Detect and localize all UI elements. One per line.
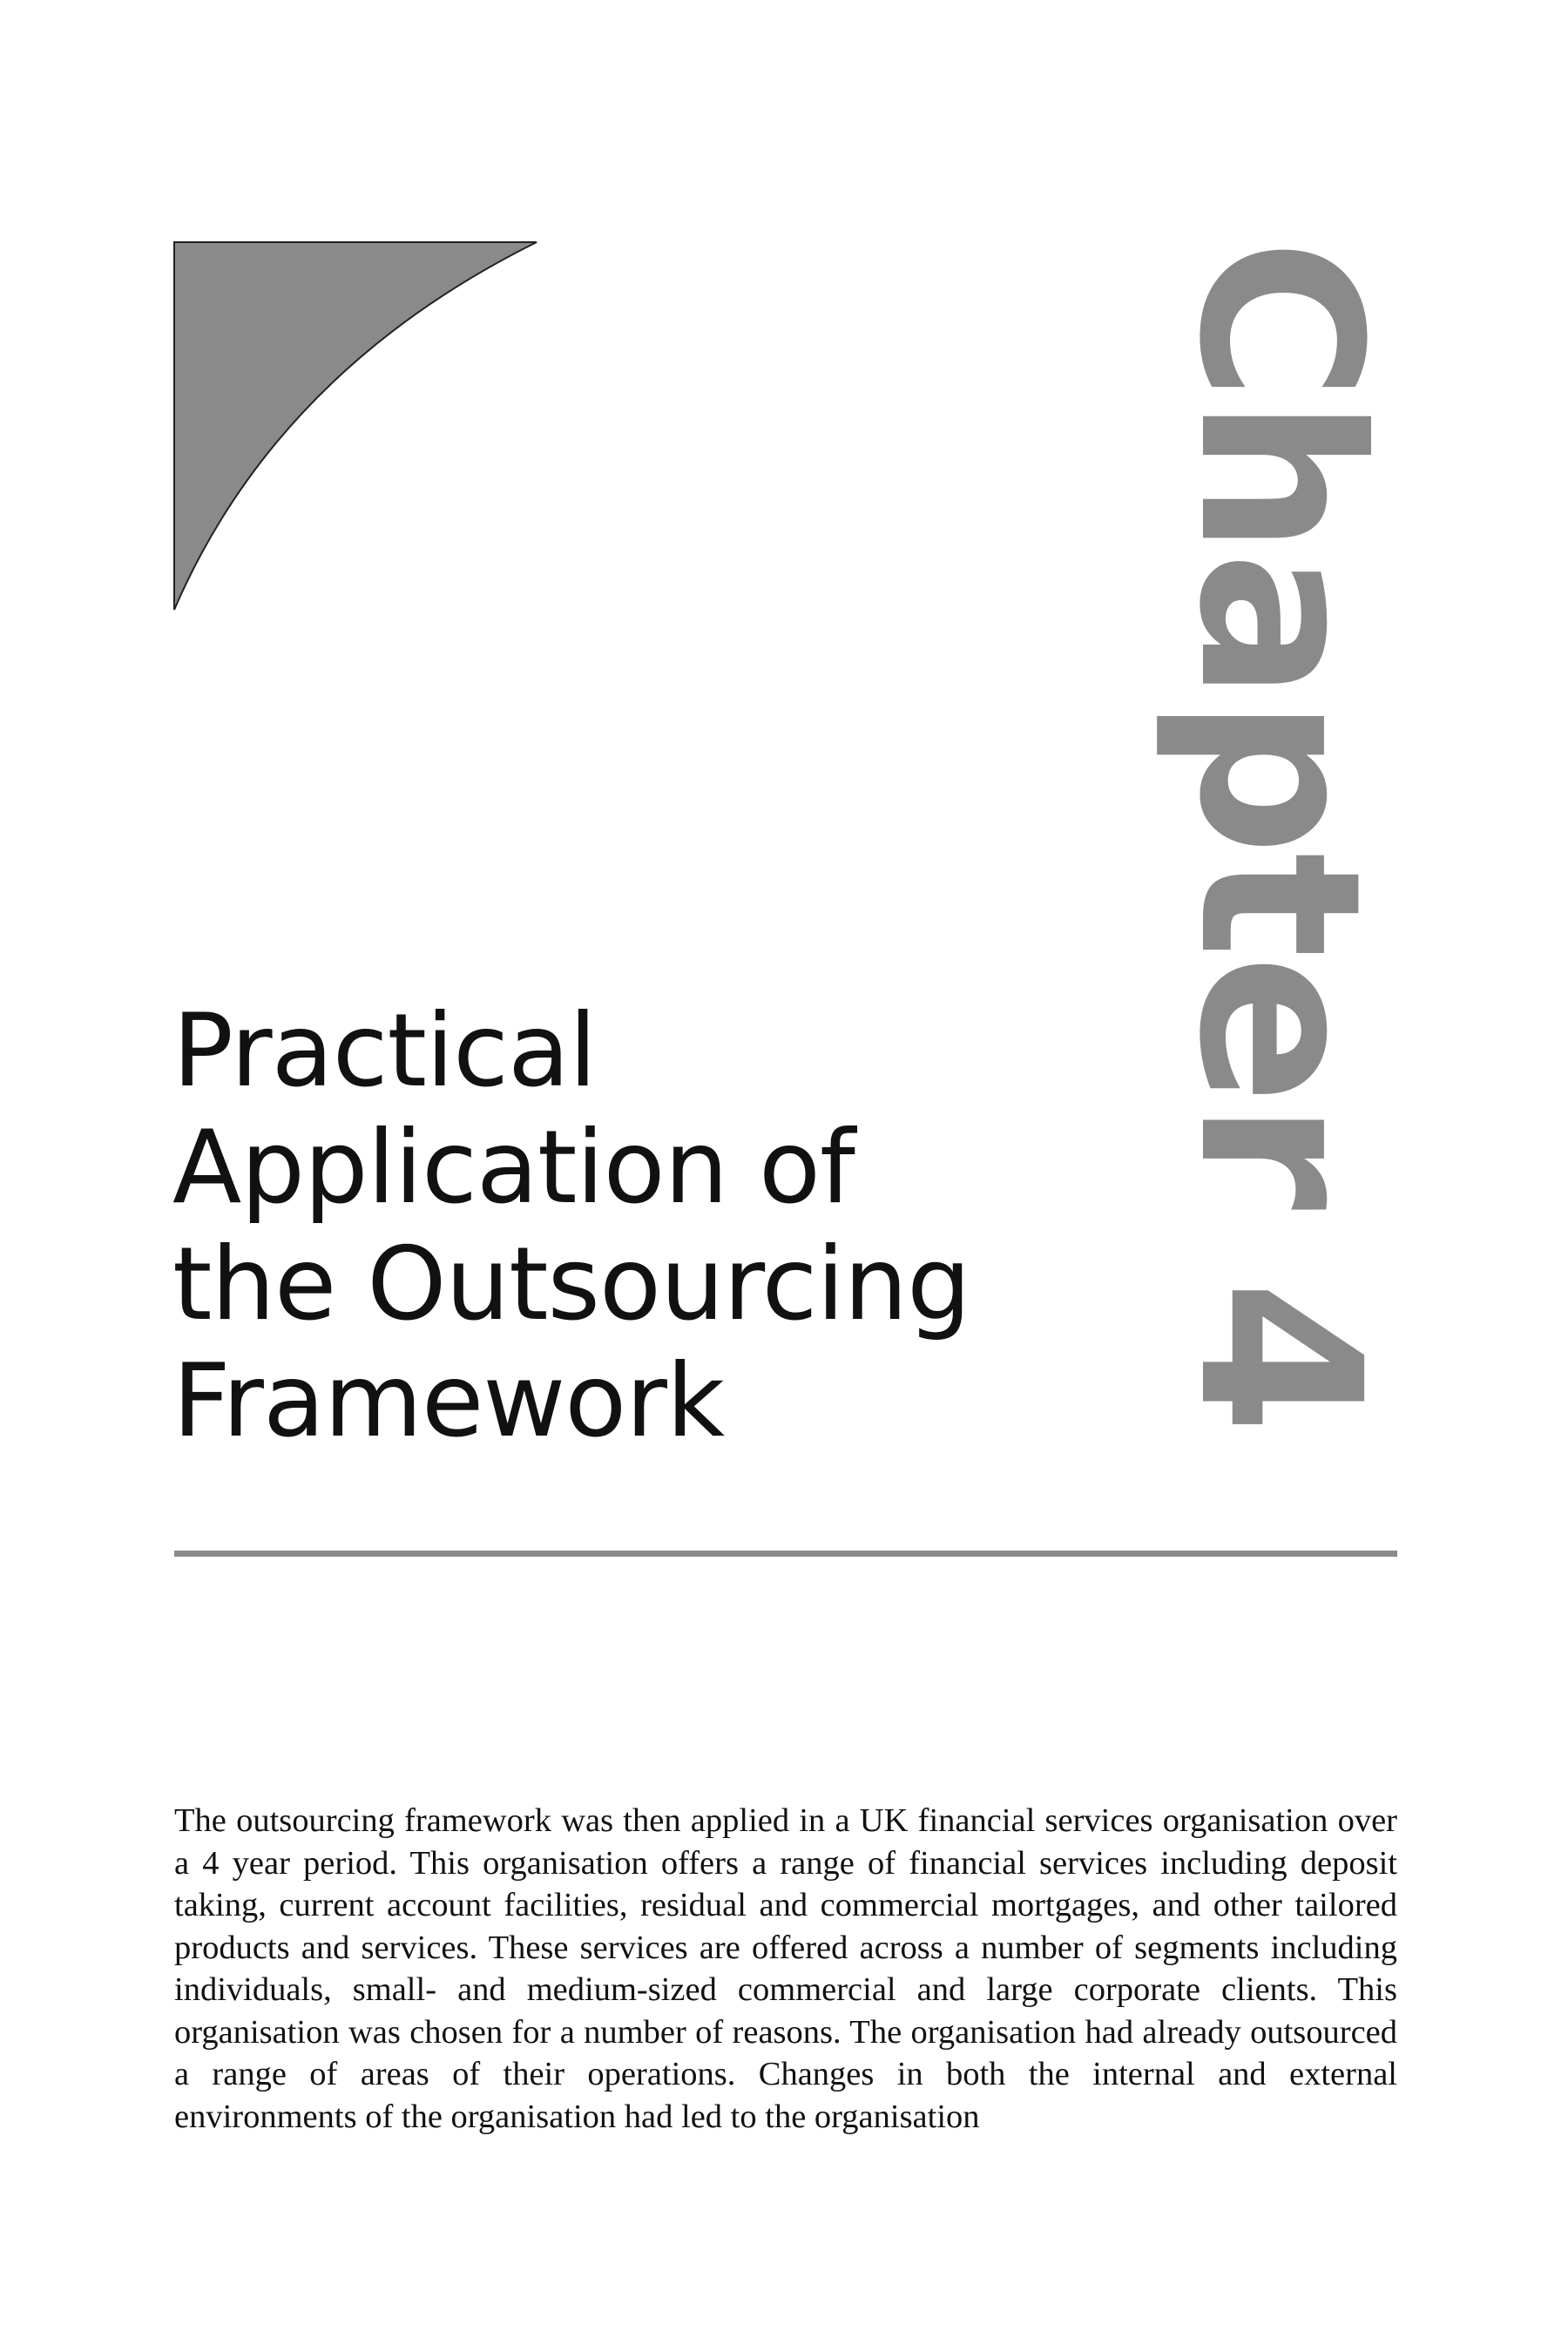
chapter-title: [172, 993, 1131, 1460]
title-divider: [174, 1551, 1397, 1557]
chapter-title-line-1: Practical: [172, 992, 597, 1110]
body-paragraph: The outsourcing framework was then applied in a UK financial services organisation over a 4 year period. This organisation offers a range of financial services including deposit taking, current account facilities, residual and commercial mortgages, and other tailored products and services. These services are offered across a number of segments including individuals, small- and medium-sized commercial and large corporate clients. This organisation was chosen for a number of reasons. The organisation had already outsourced a range of areas of their operations. Changes in both the internal and external environments of the organisation had led to the organisation: [174, 1802, 1397, 2135]
chapter-title-line-2: Application of: [172, 1109, 855, 1227]
chapter-title-line-4: Framework: [172, 1342, 725, 1460]
corner-ornament-icon: [172, 240, 542, 613]
chapter-title-line-3: the Outsourcing: [172, 1226, 970, 1343]
chapter-number-label: Chapter 4: [1151, 239, 1409, 1431]
